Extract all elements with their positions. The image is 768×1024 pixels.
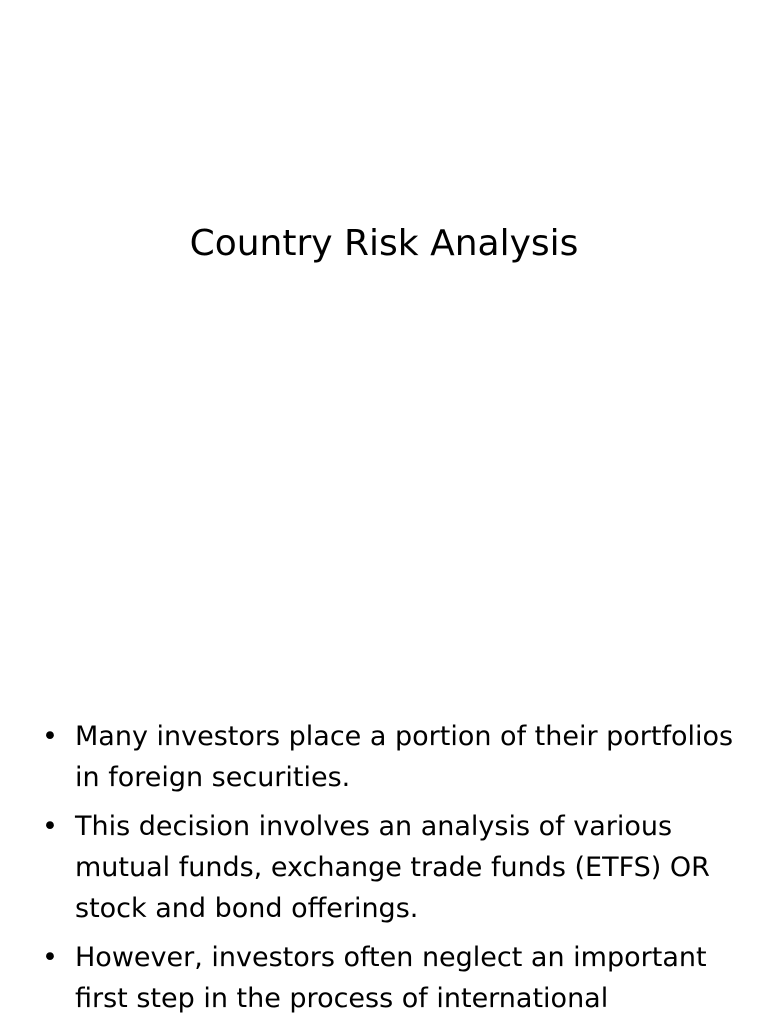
bullet-item	[42, 937, 742, 1019]
slide-title: Country Risk Analysis	[189, 223, 579, 264]
bullet-item	[42, 716, 742, 798]
bullet-dot-icon: •	[42, 721, 58, 752]
bullet-list	[42, 716, 742, 1024]
bullet-text: However, investors often neglect an important first step in the process of international	[75, 942, 707, 1014]
bullet-text: This decision involves an analysis of various mutual funds, exchange trade funds (ETFS) OR stock and bond offerings.	[75, 811, 710, 924]
bullet-dot-icon: •	[42, 942, 58, 973]
bullet-dot-icon: •	[42, 811, 58, 842]
bullet-text: Many investors place a portion of their portfolios in foreign securities.	[75, 721, 734, 793]
bullet-item	[42, 806, 742, 929]
